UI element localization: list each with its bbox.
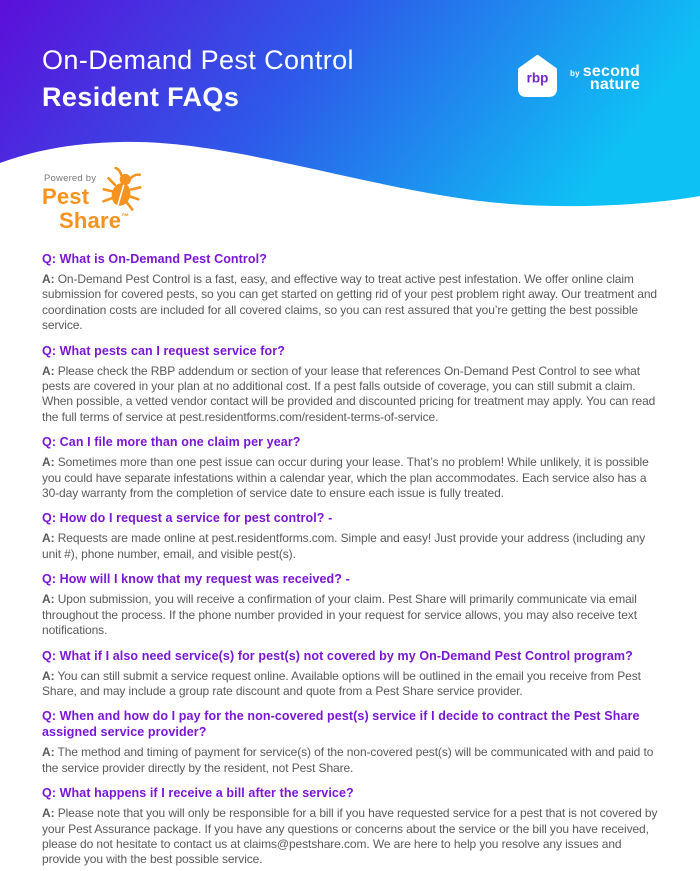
trademark-symbol: ™ bbox=[121, 212, 130, 221]
brand-name-line2: nature bbox=[589, 76, 640, 93]
page-title bbox=[42, 42, 354, 116]
faq-question: Q: What happens if I receive a bill after the service? bbox=[42, 786, 354, 801]
faq-answer-prefix: A: bbox=[42, 745, 55, 760]
faq-answer bbox=[42, 592, 662, 638]
faq-question: Q: What pests can I request service for? bbox=[42, 343, 285, 358]
faq-question: Q: How will I know that my request was received? - bbox=[42, 572, 350, 587]
faq-item bbox=[42, 434, 662, 501]
faq-answer-text: You can still submit a service request online. Available options will be outlined in the email you receive from Pest Share, and may include a group rate discount and quote from a Pest Share service provider. bbox=[42, 668, 641, 698]
faq-answer bbox=[42, 455, 662, 501]
faq-item bbox=[42, 571, 662, 638]
pestshare-logo bbox=[42, 173, 192, 231]
faq-item bbox=[42, 343, 662, 426]
faq-item bbox=[42, 648, 662, 700]
faq-answer-text: Sometimes more than one pest issue can occur during your lease. That’s no problem! While unlikely, it is possible you could have separate infestations within a calendar year, which the plan accommodates. Each service also has a 30-day warranty from the completion of service date to ensure each issue is fully treated. bbox=[42, 455, 649, 501]
faq-question: Q: What is On-Demand Pest Control? bbox=[42, 252, 267, 266]
faq-answer bbox=[42, 531, 662, 562]
faq-answer-text: Please note that you will only be responsible for a bill if you have requested service for a pest that is not covered by your Pest Assurance package. If you have any questions or concerns about the service or the bill you have received, please do not hesitate to contact us at claims@pestshare.com. We are here to help you resolve any issues and provide you with the best possible service. bbox=[42, 806, 658, 867]
brand-name bbox=[582, 62, 640, 93]
faq-item bbox=[42, 708, 662, 776]
faq-item bbox=[42, 510, 662, 562]
pestshare-word-share-text: Share bbox=[59, 208, 122, 233]
second-nature-wordmark bbox=[570, 62, 640, 93]
rbp-second-nature-logo bbox=[514, 52, 640, 104]
powered-by-label: Powered by bbox=[44, 173, 97, 184]
faq-answer-text: Requests are made online at pest.residentforms.com. Simple and easy! Just provide your address (including any unit #), phone number, email, and visible pest(s). bbox=[42, 531, 646, 561]
faq-question: Q: What if I also need service(s) for pest(s) not covered by my On-Demand Pest Control program? bbox=[42, 648, 633, 663]
brand-by-label: by bbox=[570, 68, 580, 78]
faq-answer-text: Upon submission, you will receive a confirmation of your claim. Pest Share will primarily communicate via email throughout the process. If the phone number provided in your request for service allows, you may also receive text notifications. bbox=[42, 592, 637, 638]
faq-answer-prefix: A: bbox=[42, 592, 55, 607]
faq-item bbox=[42, 251, 662, 334]
pest-bug-icon bbox=[101, 167, 143, 215]
pestshare-word-pest: Pest bbox=[42, 184, 90, 209]
brand-name-line1: second bbox=[582, 62, 640, 80]
faq-answer bbox=[42, 364, 662, 426]
faq-question: Q: How do I request a service for pest control? - bbox=[42, 511, 333, 526]
faq-answer-prefix: A: bbox=[42, 806, 55, 821]
faq-answer bbox=[42, 669, 662, 700]
faq-item bbox=[42, 785, 662, 868]
rbp-badge-text: rbp bbox=[526, 70, 549, 86]
faq-question: Q: Can I file more than one claim per year? bbox=[42, 435, 301, 450]
faq-answer-prefix: A: bbox=[42, 455, 55, 470]
faq-answer-prefix: A: bbox=[42, 668, 55, 683]
faq-answer-prefix: A: bbox=[42, 363, 55, 378]
faq-answer-prefix: A: bbox=[42, 531, 55, 546]
faq-answer bbox=[42, 806, 662, 868]
faq-answer-text: The method and timing of payment for service(s) of the non-covered pest(s) will be communicated with and paid to the service provider directly by the resident, not Pest Share. bbox=[42, 745, 654, 775]
faq-answer-prefix: A: bbox=[42, 272, 55, 286]
faq-list bbox=[42, 251, 662, 871]
faq-answer-text: Please check the RBP addendum or section of your lease that references On-Demand Pest Control to see what pests are covered in your plan at no additional cost. If a pest falls outside of coverage, you can still submit a claim. When possible, a vetted vendor contact will be provided and discounted pricing for treatment may apply. You can read the full terms of service at pest.residentforms.com/resident-terms-of-service. bbox=[42, 363, 656, 424]
faq-question: Q: When and how do I pay for the non-covered pest(s) service if I decide to contract the Pest Share assigned service provider? bbox=[42, 709, 640, 740]
faq-answer bbox=[42, 272, 662, 334]
page-title-line1: On-Demand Pest Control bbox=[42, 45, 354, 75]
faq-answer-text: On-Demand Pest Control is a fast, easy, and effective way to treat active pest infestation. We offer online claim submission for covered pests, so you can get started on getting rid of your pest problem right away. Our treatment and coordination costs are included for all covered claims, so you can rest assured that you’re getting the best possible service. bbox=[42, 272, 657, 333]
faq-answer bbox=[42, 745, 662, 776]
rbp-house-icon bbox=[514, 52, 561, 104]
page-title-line2: Resident FAQs bbox=[42, 82, 240, 112]
